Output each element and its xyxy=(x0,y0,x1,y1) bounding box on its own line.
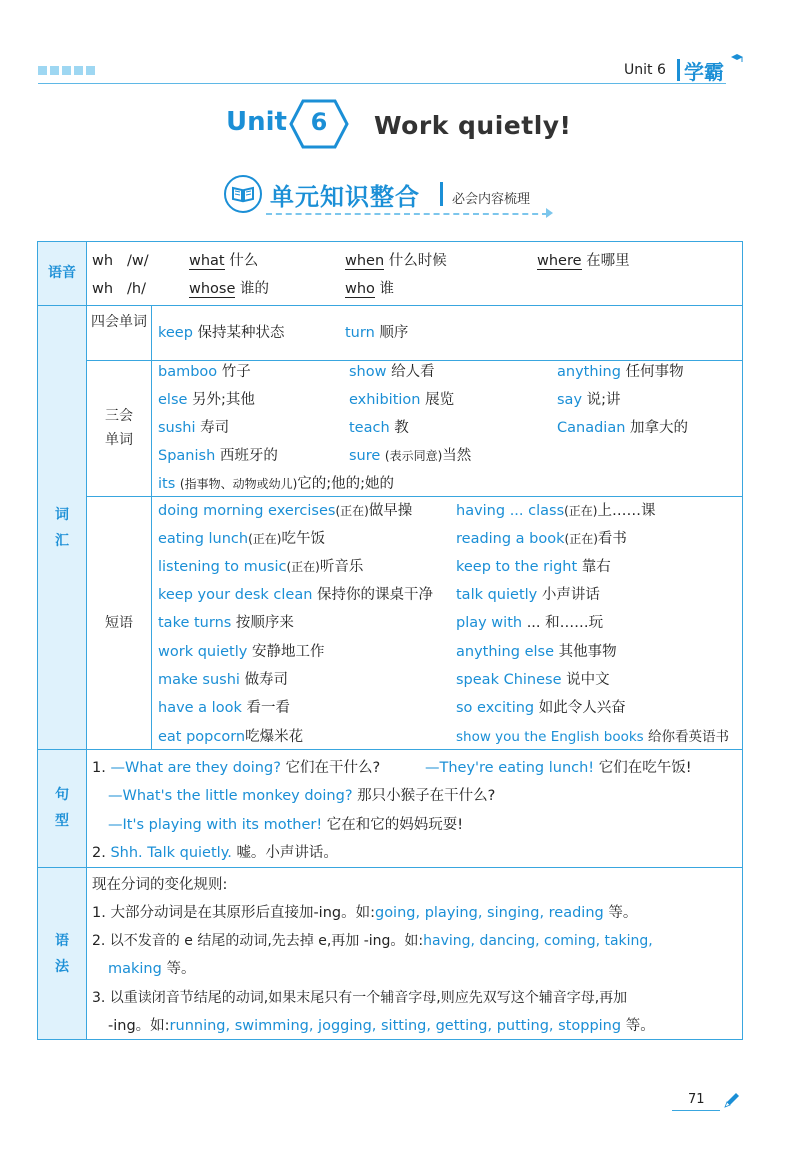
phrase-item: take turns 按顺序来 xyxy=(158,615,294,631)
vocab-word: sushi 寿司 xyxy=(158,420,230,436)
header-unit-label: Unit 6 xyxy=(624,62,666,78)
four-skill-label: 四会单词 xyxy=(91,314,147,330)
grammar-label: 语法 xyxy=(55,933,69,975)
table-divider xyxy=(38,867,742,868)
phonics-word: who 谁 xyxy=(345,281,395,297)
phonics-letters: wh xyxy=(92,281,114,297)
section-divider xyxy=(440,182,443,206)
vocab-word: Canadian 加拿大的 xyxy=(557,420,689,436)
sentence-line: 2. Shh. Talk quietly. 嘘。小声讲话。 xyxy=(92,845,338,861)
vocab-word: keep 保持某种状态 xyxy=(158,325,285,341)
header-decoration xyxy=(38,66,95,75)
grammar-rule: 3. 以重读闭音节结尾的动词,如果末尾只有一个辅音字母,则应先双写这个辅音字母,再加 xyxy=(92,990,628,1006)
title-unit: Unit xyxy=(226,107,287,137)
phrase-item: show you the English books 给你看英语书 xyxy=(456,729,729,745)
vocab-label: 词汇 xyxy=(55,507,69,549)
phrase-item: so exciting 如此令人兴奋 xyxy=(456,700,626,716)
table-divider xyxy=(87,496,742,497)
table-divider xyxy=(86,242,87,1039)
grammar-rule: 1. 大部分动词是在其原形后直接加-ing。如:going, playing, singing, reading 等。 xyxy=(92,905,638,921)
graduation-cap-icon xyxy=(730,52,744,66)
vocab-word: Spanish 西班牙的 xyxy=(158,448,278,464)
phrase-item: reading a book(正在)看书 xyxy=(456,531,627,547)
phrase-item: talk quietly 小声讲话 xyxy=(456,587,600,603)
section-title: 单元知识整合 xyxy=(270,183,420,211)
phrase-item: eat popcorn吃爆米花 xyxy=(158,729,304,745)
arrow-right-icon xyxy=(546,208,553,218)
vocab-word: teach 教 xyxy=(349,420,409,436)
table-divider xyxy=(151,306,152,749)
phrase-item: eating lunch(正在)吃午饭 xyxy=(158,531,325,547)
sentence-line: —It's playing with its mother! 它在和它的妈妈玩耍! xyxy=(108,817,464,833)
sentences-label: 句型 xyxy=(55,787,69,829)
vocab-word: say 说;讲 xyxy=(557,392,621,408)
vocab-word: turn 顺序 xyxy=(345,325,409,341)
vocab-word: bamboo 竹子 xyxy=(158,364,251,380)
vocab-word: anything 任何事物 xyxy=(557,364,684,380)
phonics-sound: /w/ xyxy=(127,253,149,269)
phrase-item: having ... class(正在)上……课 xyxy=(456,503,656,519)
table-divider xyxy=(87,360,742,361)
grammar-rule: -ing。如:running, swimming, jogging, sitting, getting, putting, stopping 等。 xyxy=(108,1018,655,1034)
section-subtitle: 必会内容梳理 xyxy=(452,192,531,207)
grammar-rule: 2. 以不发音的 e 结尾的动词,先去掉 e,再加 -ing。如:having, dancing, coming, taking, xyxy=(92,933,653,949)
vocab-word: sure (表示同意)当然 xyxy=(349,448,472,464)
phrase-item: doing morning exercises(正在)做早操 xyxy=(158,503,413,519)
phrase-item: make sushi 做寿司 xyxy=(158,672,289,688)
page-number: 71 xyxy=(688,1092,705,1107)
phrase-item: anything else 其他事物 xyxy=(456,644,617,660)
header-logo: 学霸 xyxy=(684,60,724,84)
three-skill-label: 三会单词 xyxy=(105,408,133,448)
phonics-word: when 什么时候 xyxy=(345,253,447,269)
table-divider xyxy=(38,305,742,306)
footer-rule xyxy=(672,1110,720,1111)
phrase-item: listening to music(正在)听音乐 xyxy=(158,559,364,575)
phrase-item: have a look 看一看 xyxy=(158,700,290,716)
phonics-word: whose 谁的 xyxy=(189,281,270,297)
header-divider xyxy=(677,59,680,81)
vocab-word: its (指事物、动物或幼儿)它的;他的;她的 xyxy=(158,476,395,492)
vocab-word: else 另外;其他 xyxy=(158,392,255,408)
phrase-item: play with ... 和……玩 xyxy=(456,615,604,631)
vocab-word: exhibition 展览 xyxy=(349,392,455,408)
phrase-item: keep your desk clean 保持你的课桌干净 xyxy=(158,587,434,603)
phrase-item: keep to the right 靠右 xyxy=(456,559,611,575)
section-icon-circle xyxy=(224,175,262,213)
sentence-line: —They're eating lunch! 它们在吃午饭! xyxy=(425,760,692,776)
grammar-rule: making 等。 xyxy=(108,961,196,977)
title-unit-number: 6 xyxy=(310,108,328,136)
phonics-label: 语音 xyxy=(48,265,76,281)
section-dashed-rule xyxy=(266,213,548,215)
header-rule xyxy=(38,83,726,84)
page-title: Work quietly! xyxy=(374,111,572,140)
grammar-intro: 现在分词的变化规则: xyxy=(92,877,228,893)
sentence-line: 1. —What are they doing? 它们在干什么? xyxy=(92,760,381,776)
phonics-sound: /h/ xyxy=(127,281,146,297)
phonics-word: what 什么 xyxy=(189,253,259,269)
vocab-word: show 给人看 xyxy=(349,364,435,380)
phrase-item: work quietly 安静地工作 xyxy=(158,644,325,660)
phrases-label: 短语 xyxy=(105,615,133,631)
phrase-item: speak Chinese 说中文 xyxy=(456,672,610,688)
phonics-word: where 在哪里 xyxy=(537,253,630,269)
open-book-icon xyxy=(226,177,260,211)
sentence-line: —What's the little monkey doing? 那只小猴子在干什么? xyxy=(108,788,496,804)
pencil-icon xyxy=(722,1090,742,1110)
table-divider xyxy=(38,749,742,750)
phonics-letters: wh xyxy=(92,253,114,269)
